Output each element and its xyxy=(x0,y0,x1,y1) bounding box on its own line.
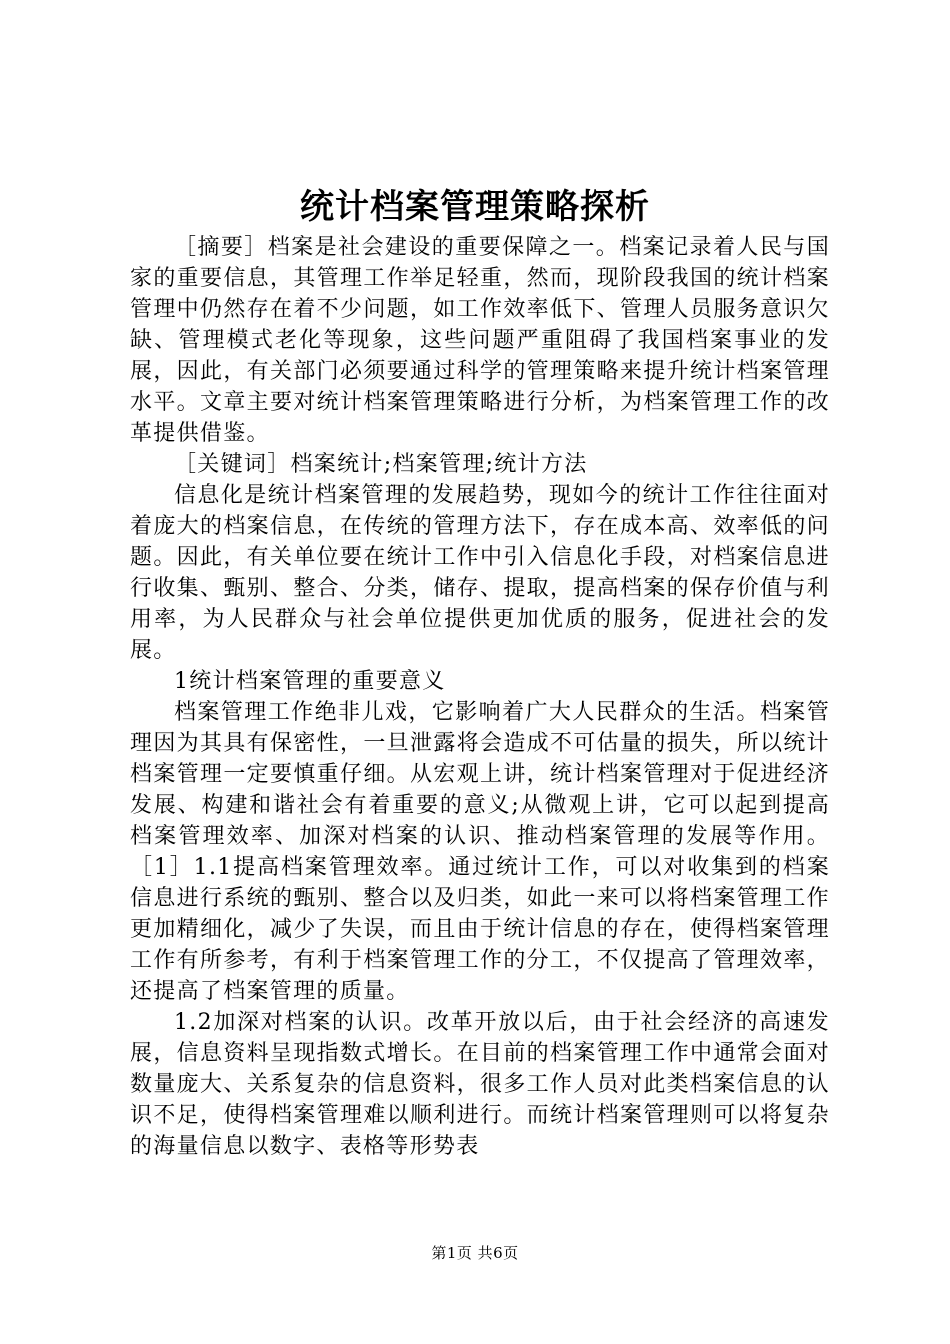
document-title: 统计档案管理策略探析 xyxy=(300,187,650,227)
document-body xyxy=(130,232,830,1162)
keywords-paragraph: ［关键词］档案统计;档案管理;统计方法 xyxy=(174,452,588,477)
body-paragraph: 档案管理工作绝非儿戏，它影响着广大人民群众的生活。档案管理因为其具有保密性，一旦泄露将会造成不可估量的损失，所以统计档案管理一定要慎重仔细。从宏观上讲，统计档案管理对于促进经济发展、构建和谐社会有着重要的意义;从微观上讲，它可以起到提高档案管理效率、加深对档案的认识、推动档案管理的发展等作用。［1］1.1提高档案管理效率。通过统计工作，可以对收集到的档案信息进行系统的甄别、整合以及归类，如此一来可以将档案管理工作更加精细化，减少了失误，而且由于统计信息的存在，使得档案管理工作有所参考，有利于档案管理工作的分工，不仅提高了管理效率，还提高了档案管理的质量。 xyxy=(130,700,830,1004)
intro-paragraph: 信息化是统计档案管理的发展趋势，现如今的统计工作往往面对着庞大的档案信息，在传统的管理方法下，存在成本高、效率低的问题。因此，有关单位要在统计工作中引入信息化手段，对档案信息进行收集、甄别、整合、分类，储存、提取，提高档案的保存价值与利用率，为人民群众与社会单位提供更加优质的服务，促进社会的发展。 xyxy=(130,483,830,663)
body-paragraph: 1.2加深对档案的认识。改革开放以后，由于社会经济的高速发展，信息资料呈现指数式增长。在目前的档案管理工作中通常会面对数量庞大、关系复杂的信息资料，很多工作人员对此类档案信息的认识不足，使得档案管理难以顺利进行。而统计档案管理则可以将复杂的海量信息以数字、表格等形势表 xyxy=(130,1010,830,1159)
section-heading: 1统计档案管理的重要意义 xyxy=(174,669,446,694)
page-footer: 第1页 共6页 xyxy=(431,1244,519,1262)
abstract-paragraph: ［摘要］档案是社会建设的重要保障之一。档案记录着人民与国家的重要信息，其管理工作举足轻重，然而，现阶段我国的统计档案管理中仍然存在着不少问题，如工作效率低下、管理人员服务意识欠缺、管理模式老化等现象，这些问题严重阻碍了我国档案事业的发展，因此，有关部门必须要通过科学的管理策略来提升统计档案管理水平。文章主要对统计档案管理策略进行分析，为档案管理工作的改革提供借鉴。 xyxy=(130,235,830,446)
